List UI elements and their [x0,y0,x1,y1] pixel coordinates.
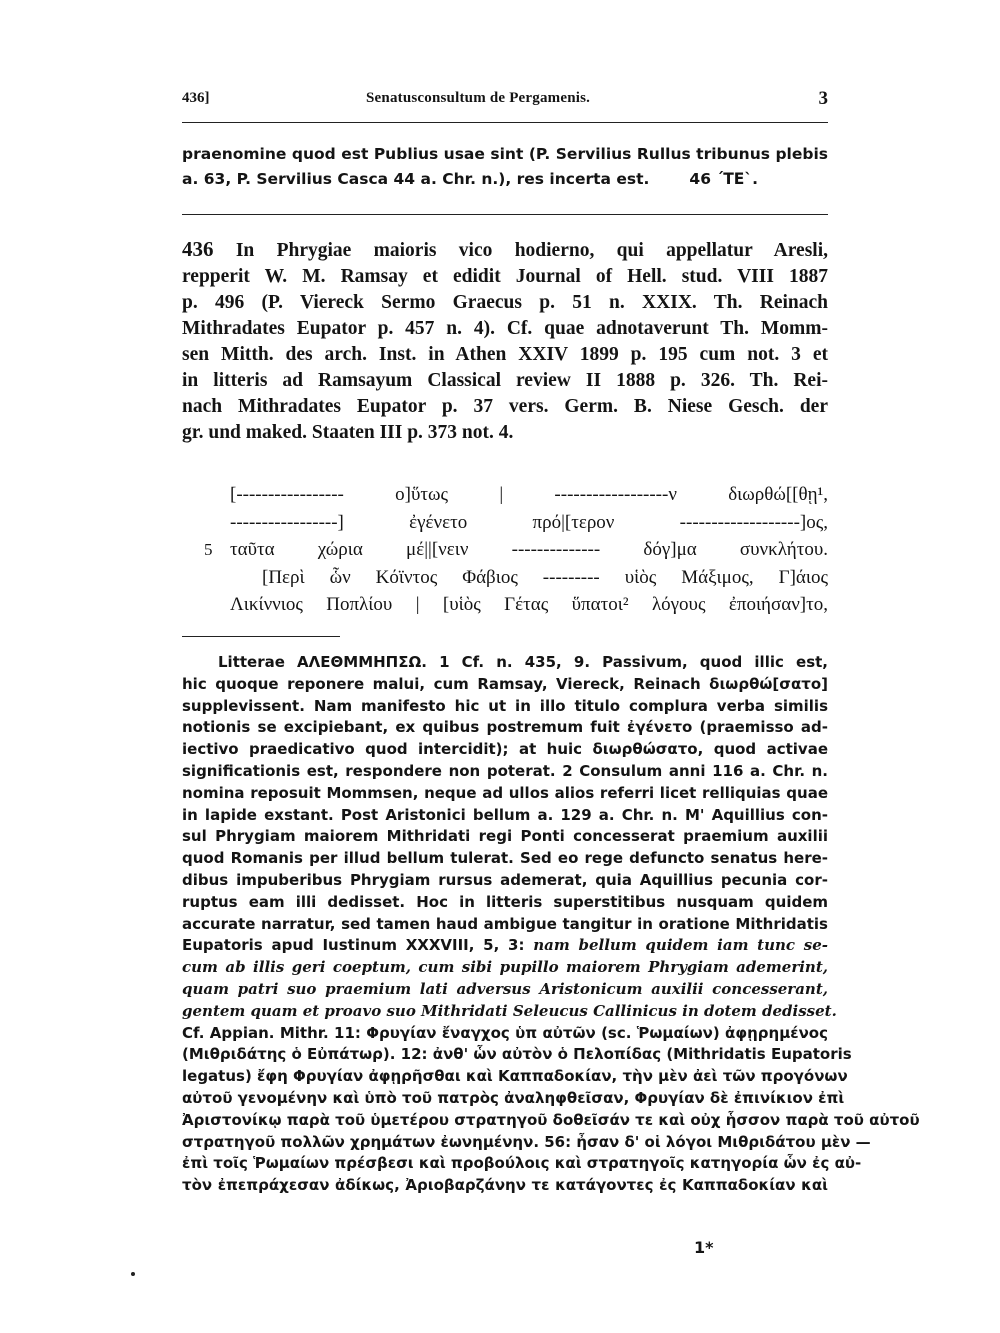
footnote-line: στρατηγοῦ πολλῶν χρημάτων ἐωνημένην. 56: ἦσαν δ' οἱ λόγοι Μιθριδάτου μὲν — [182,1132,871,1151]
footnote-line: accurate narratur, sed tamen haud ambigue tangitur in oratione Mithridatis [182,914,828,933]
intro-text: In Phrygiae maioris vico hodierno, qui appellatur Aresli, [235,240,828,261]
footnote-line: αὐτοῦ γενομένην καὶ ὑπὸ τοῦ πατρὸς ἀναληφθεῖσαν, Φρυγίαν δὲ ἐπινίκιον ἐπὶ [182,1088,845,1107]
footnote-line: nomina reposuit Mommsen, neque ad ullos alios referri licet relliquias quae [182,783,828,802]
footnote-line: Ἀριστονίκῳ παρὰ τοῦ ὑμετέρου στρατηγοῦ δοθεῖσάν τε καὶ οὐχ ἧσσον παρὰ τοῦ αὐτοῦ [182,1110,920,1129]
footnote-line [182,957,828,979]
justin-quote: quam patri suo praemium lati adversus Aristonicum auxilii concesserant, [182,979,828,998]
footnote-line: quod Romanis per illud bellum tulerat. Sed eo rege defuncto senatus here- [182,849,828,868]
intro-line: sen Mitth. des arch. Inst. in Athen XXIV 1899 p. 195 cum not. 3 et [182,344,828,365]
footnote-line [182,1001,837,1023]
ink-speck [131,1272,135,1276]
signature-mark: 1* [694,1238,714,1257]
intro-line: Mithradates Eupator p. 457 n. 4). Cf. quae adnotaverunt Th. Momm- [182,318,828,339]
page-number: 3 [818,88,828,109]
footnote-line: τὸν ἐπεπράχεσαν ἀδίκως, Ἀριοβαρζάνην τε κατάγοντες ἐς Καππαδοκίαν καὶ [182,1176,828,1195]
intro-line: gr. und maked. Staaten III p. 373 not. 4. [182,422,514,443]
intro-line [182,236,828,264]
footnote-line: notionis se excipiebant, ex quibus postremum fuit ἐγένετο (praemisso ad- [182,718,828,737]
footnote-line: dibus impuberibus Phrygiam rursus ademerat, quia Aquillius pecunia cor- [182,870,828,889]
running-head-page-ref: 436] [182,90,210,106]
running-head-title: Senatusconsultum de Pergamenis. [366,90,591,106]
justin-quote: gentem quam et proavo suo Mithridati Seleucus Callinicus in dotem dedisset. [182,1001,837,1020]
footnotes [182,652,920,1197]
footnote-line: Cf. Appian. Mithr. 11: Φρυγίαν ἔναγχος ὑπ αὐτῶν (sc. Ῥωμαίων) ἀφῃρημένος [182,1023,828,1042]
footnote-rule [182,636,340,637]
inscription-number: 436 [182,237,214,261]
footnote-line: iectivo praedicativo quod intercidit); at huic διωρθώσατο, quod activae [182,740,828,759]
inscription-line: [Περὶ ὧν Κόϊντος Φάβιος --------- υἱὸς Μάξιμος, Γ]άιος [262,566,828,588]
intro-line: in litteris ad Ramsayum Classical review II 1888 p. 326. Th. Rei- [182,370,828,391]
continued-footnote-text: a. 63, P. Servilius Casca 44 a. Chr. n.), res incerta est. [182,170,650,188]
footnote-line: ruptus eam illi dedisset. Hoc in litteris superstitibus nusquam quidem [182,892,828,911]
footnote-line: significationis est, respondere non poterat. 2 Consulum anni 116 a. Chr. n. [182,761,828,780]
footnote-line: ἐπὶ τοῖς Ῥωμαίων πρέσβεσι καὶ προβούλοις καὶ στρατηγοῖς κατηγορία ὧν ἐς αὐ- [182,1154,862,1173]
intro-line: nach Mithradates Eupator p. 37 vers. Germ. B. Niese Gesch. der [182,396,828,417]
intro-line: repperit W. M. Ramsay et edidit Journal of Hell. stud. VIII 1887 [182,266,828,287]
footnote-line: supplevissent. Nam manifesto hic ut in illo titulo complura verba similis [182,696,828,715]
footnote-line [182,935,828,957]
footnote-ref: 46 ΄ΤΕ`. [689,170,759,188]
line-number: 5 [204,540,213,559]
footnote-line [182,979,828,1001]
justin-quote: nam bellum quidem iam tunc se- [533,936,829,955]
footnote-line: (Μιθριδάτης ὁ Εὐπάτωρ). 12: ἀνθ' ὧν αὐτὸν ὁ Πελοπίδας (Mithridatis Eupatoris [182,1045,852,1064]
continued-footnote-line: praenomine quod est Publius usae sint (P. Servilius Rullus tribunus plebis [182,145,828,163]
footnote-line: hic quoque reponere malui, cum Ramsay, Viereck, Reinach διωρθώ[σατο] [182,674,828,693]
inscription-text: ταῦτα χώρια μέ||[νειν -------------- δόγ]μα συνκλήτου. [230,539,828,560]
continued-footnote [182,142,828,192]
greek-inscription [182,481,828,619]
continued-footnote-line [182,167,828,192]
inscription-line [182,536,828,564]
justin-quote: cum ab illis geri coeptum, cum sibi pupillo maiorem Phrygiam ademerint, [182,958,828,977]
footnote-line: legatus) ἔφη Φρυγίαν ἀφῃρῆσθαι καὶ Καππαδοκίαν, τὴν μὲν ἀεὶ τῶν προγόνων [182,1067,848,1086]
inscription-line: -----------------] ἐγένετο πρό|[τερον -------------------]ος, [230,511,828,533]
footnote-line: Litterae ΑΛΕΘΜΜΗΠΣΩ. 1 Cf. n. 435, 9. Passivum, quod illic est, [218,653,828,671]
inscription-line: [----------------- ο]ὕτως | ------------------ν διωρθώ[[θῃ¹, [230,484,828,505]
section-rule [182,214,828,215]
header-rule [182,122,828,123]
footnote-line: sul Phrygiam maiorem Mithridati regi Ponti concesserat praemium auxilii [182,827,828,846]
footnote-line: in lapide exstant. Post Aristonici bellum a. 129 a. Chr. n. M' Aquillius con- [182,805,828,824]
inscription-introduction [182,236,828,446]
footnote-text: Eupatoris apud Iustinum XXXVIII, 5, 3: [182,936,525,955]
running-head [182,90,828,114]
intro-line: p. 496 (P. Viereck Sermo Graecus p. 51 n. XXIX. Th. Reinach [182,292,828,313]
inscription-line: Λικίννιος Ποπλίου | [υἱὸς Γέτας ὕπατοι² λόγους ἐποιήσαν]το, [230,594,828,615]
